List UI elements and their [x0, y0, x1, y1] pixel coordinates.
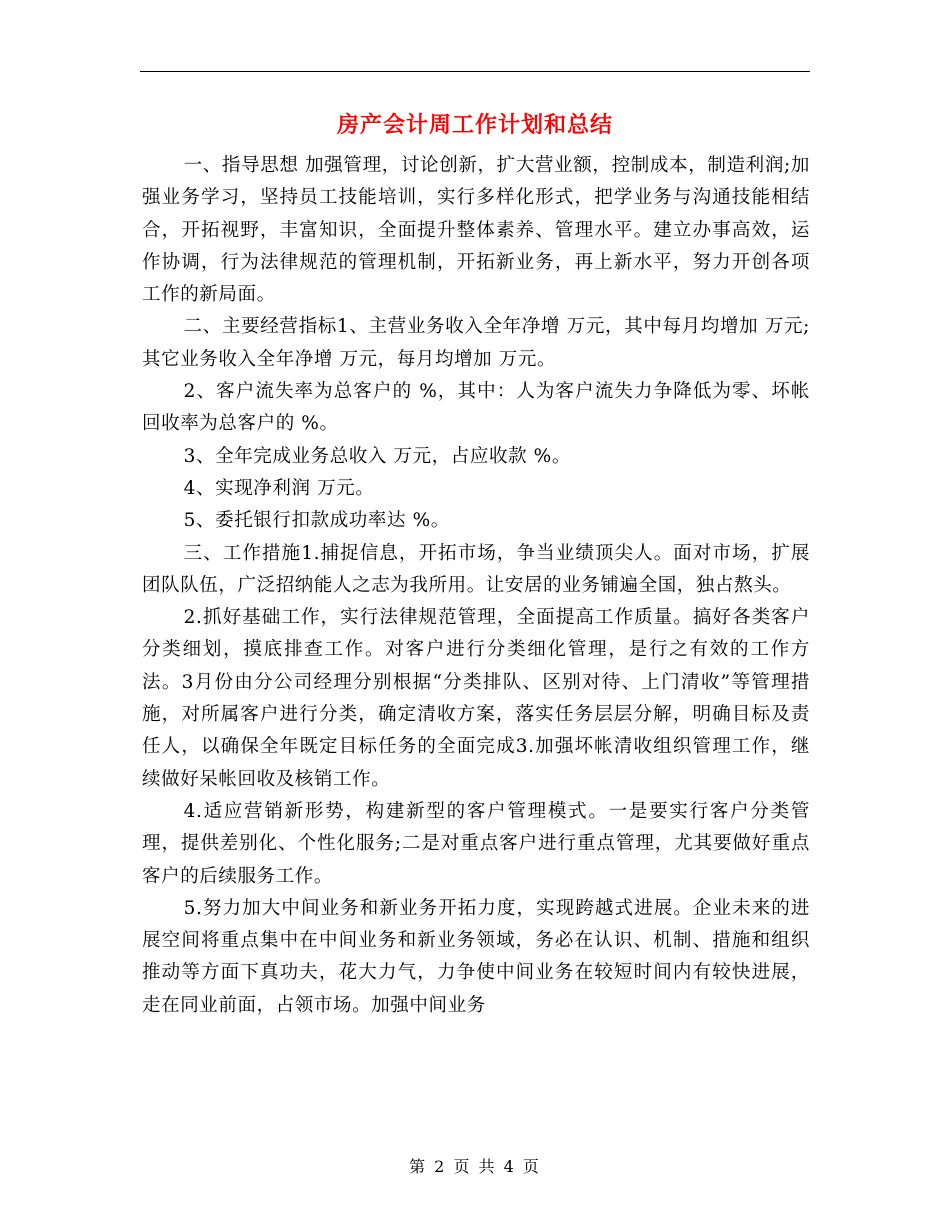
paragraph-net-profit: 4、实现净利润 万元。	[183, 477, 375, 499]
paragraph-customer-churn: 2、客户流失率为总客户的 %，其中：人为客户流失力争降低为零、坏帐回收率为总客户的 %。	[142, 381, 810, 435]
paragraph-customer-model: 4.适应营销新形势，构建新型的客户管理模式。一是要实行客户分类管理，提供差别化、个性化服务;二是对重点客户进行重点管理，尤其要做好重点客户的后续服务工作。	[142, 800, 810, 887]
paragraph-basic-work: 2.抓好基础工作，实行法律规范管理，全面提高工作质量。搞好各类客户分类细划，摸底排查工作。对客户进行分类细化管理，是行之有效的工作方法。3月份由分公司经理分别根据“分类排队、区别对待、上门清收”等管理措施，对所属客户进行分类，确定清收方案，落实任务层层分解，明确目标及责任人，以确保全年既定目标任务的全面完成3.加强坏帐清收组织管理工作，继续做好呆帐回收及核销工作。	[142, 607, 810, 790]
paragraph-bank-deduction: 5、委托银行扣款成功率达 %。	[183, 510, 450, 532]
paragraph-main-indicators: 二、主要经营指标1、主营业务收入全年净增 万元，其中每月均增加 万元;其它业务收入全年净增 万元，每月均增加 万元。	[142, 316, 810, 370]
paragraph-total-revenue: 3、全年完成业务总收入 万元，占应收款 %。	[183, 445, 571, 467]
header-rule	[140, 71, 810, 72]
document-body	[142, 150, 810, 1022]
paragraph-work-measures: 三、工作措施1.捕捉信息，开拓市场，争当业绩顶尖人。面对市场，扩展团队队伍，广泛招纳能人之志为我所用。让安居的业务铺遍全国，独占熬头。	[142, 542, 810, 596]
paragraph-new-business: 5.努力加大中间业务和新业务开拓力度，实现跨越式进展。企业未来的进展空间将重点集中在中间业务和新业务领域，务必在认识、机制、措施和组织推动等方面下真功夫，花大力气，力争使中间业务在较短时间内有较快进展，走在同业前面，占领市场。加强中间业务	[142, 897, 810, 1016]
page-number: 第 2 页 共 4 页	[409, 1157, 541, 1176]
paragraph-guiding-ideology: 一、指导思想 加强管理，讨论创新，扩大营业额，控制成本，制造利润;加强业务学习，坚持员工技能培训，实行多样化形式，把学业务与沟通技能相结合，开拓视野，丰富知识，全面提升整体素养、管理水平。建立办事高效，运作协调，行为法律规范的管理机制，开拓新业务，再上新水平，努力开创各项工作的新局面。	[142, 155, 810, 306]
document-title: 房产会计周工作计划和总结	[336, 112, 613, 138]
